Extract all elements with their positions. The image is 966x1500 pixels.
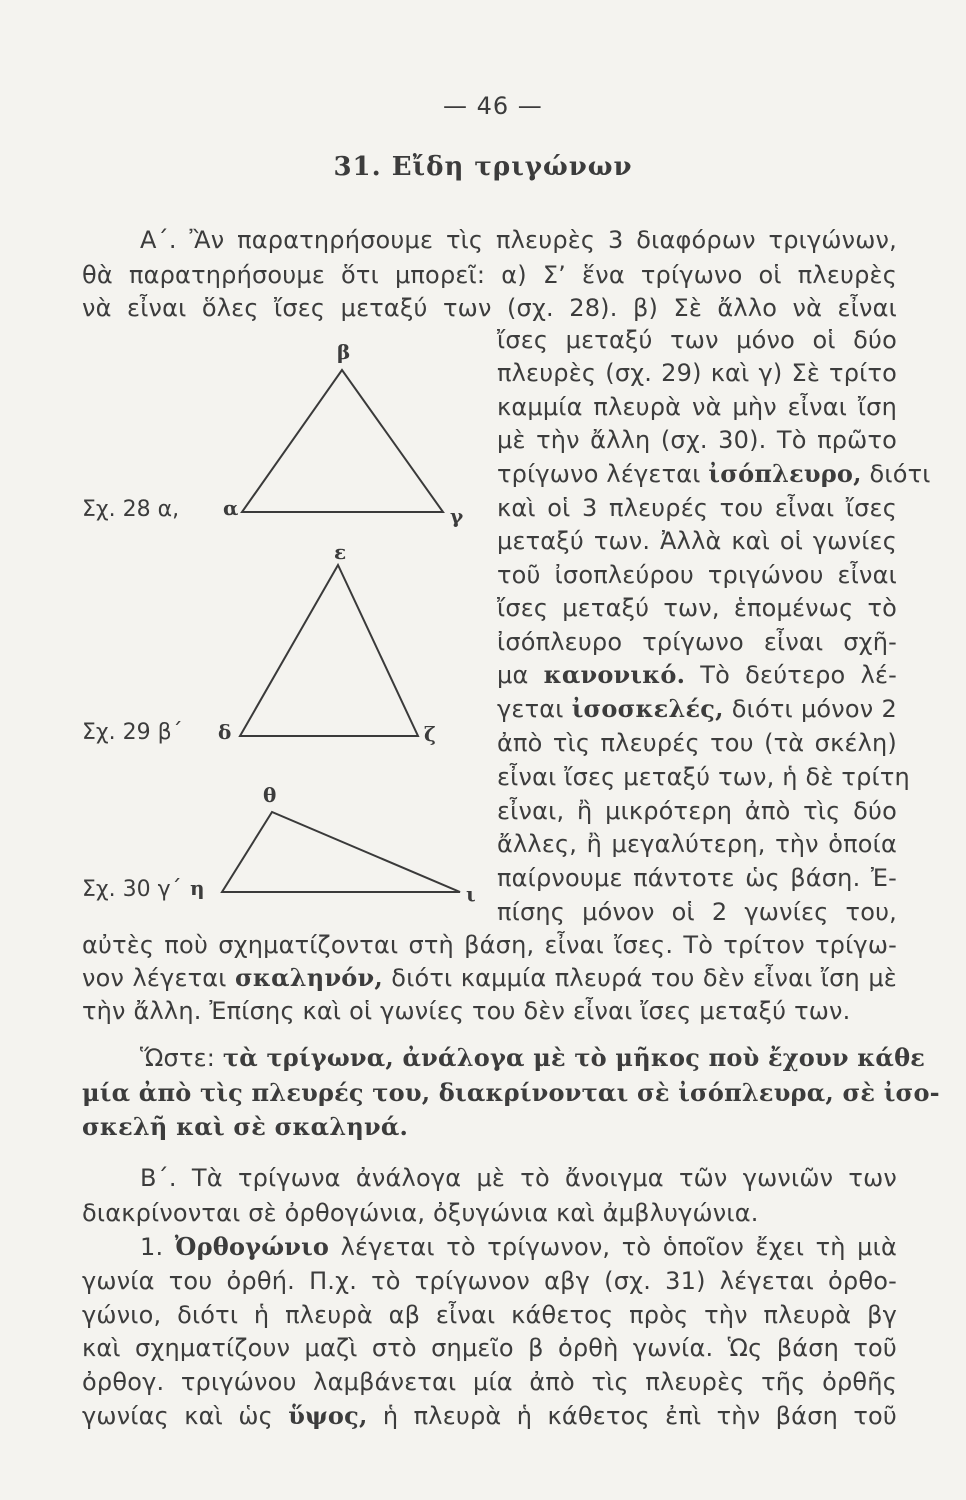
right-col-line-3: καμμία πλευρὰ νὰ μὴν εἶναι ἴση xyxy=(497,393,897,421)
after-figs-line-3: τὴν ἄλλη. Ἐπίσης καὶ οἱ γωνίες του δὲν εἶναι ἴσες μεταξύ των. xyxy=(82,997,851,1025)
vertex-z-label: ζ xyxy=(424,722,436,746)
vertex-h-label: η xyxy=(190,876,205,900)
section-b-line-2: διακρίνονται σὲ ὀρθογώνια, ὀξυγώνια καὶ ἀμβλυγώνια. xyxy=(82,1199,759,1227)
vertex-b-label: β xyxy=(337,340,351,364)
section-a-line-2: θὰ παρατηρήσουμε ὅτι μπορεῖ: α) Σ’ ἕνα τρίγωνο οἱ πλευρὲς xyxy=(82,261,897,289)
right-col-line-17: παίρνουμε πάντοτε ὡς βάση. Ἐ- xyxy=(497,864,897,892)
text-run: λέγεται τὸ τρίγωνον, τὸ ὁποῖον ἔχει τὴ μιὰ xyxy=(329,1233,897,1261)
page-number: — 46 — xyxy=(443,92,543,120)
term-regular: κανονικό. xyxy=(543,660,686,689)
text-run: διότι xyxy=(861,460,931,488)
right-col-line-1: ἴσες μεταξύ των μόνο οἱ δύο xyxy=(497,326,897,354)
equilateral-triangle xyxy=(242,370,443,512)
text-run: Ὥστε: xyxy=(140,1044,223,1072)
vertex-a-label: α xyxy=(223,496,239,520)
text-run: διότι μόνον 2 xyxy=(723,695,897,723)
text-run: τρίγωνο λέγεται xyxy=(497,460,709,488)
isosceles-triangle xyxy=(240,565,418,736)
term-right-triangle: Ὀρθογώνιο xyxy=(174,1232,330,1261)
right-col-line-9: ἴσες μεταξύ των, ἑπομένως τὸ xyxy=(497,594,897,622)
summary-line-2: μία ἀπὸ τὶς πλευρές του, διακρίνονται σὲ ἰσόπλευρα, σὲ ἰσο- xyxy=(82,1078,940,1107)
section-b-line-1: Β΄. Τὰ τρίγωνα ἀνάλογα μὲ τὸ ἄνοιγμα τῶν γωνιῶν των xyxy=(140,1164,897,1192)
right-col-line-8: τοῦ ἰσοπλεύρου τριγώνου εἶναι xyxy=(497,561,897,589)
right-col-line-18: πίσης μόνον οἱ 2 γωνίες του, xyxy=(497,898,897,926)
scalene-triangle xyxy=(222,812,460,892)
text-run: Τὸ δεύτερο λέ- xyxy=(685,661,897,689)
vertex-g-label: γ xyxy=(450,504,464,528)
fig28-caption: Σχ. 28 α, xyxy=(82,497,180,522)
vertex-e-label: ε xyxy=(334,540,347,564)
fig29-caption: Σχ. 29 β΄ xyxy=(82,720,183,745)
section-a-line-1: Α΄. Ἂν παρατηρήσουμε τὶς πλευρὲς 3 διαφόρων τριγώνων, xyxy=(140,226,897,254)
right-col-line-7: μεταξύ των. Ἀλλὰ καὶ οἱ γωνίες xyxy=(497,527,897,555)
vertex-d-label: δ xyxy=(218,720,232,744)
after-figs-line-1: αὐτὲς ποὺ σχηματίζονται στὴ βάση, εἶναι ἴσες. Τὸ τρίτον τρίγω- xyxy=(82,931,897,959)
section-1-line-3: γώνιο, διότι ἡ πλευρὰ αβ εἶναι κάθετος πρὸς τὴν πλευρὰ βγ xyxy=(82,1301,897,1329)
right-col-line-10: ἰσόπλευρο τρίγωνο εἶναι σχῆ- xyxy=(497,628,897,656)
summary-line-3: σκελῆ καὶ σὲ σκαληνά. xyxy=(82,1112,409,1141)
term-height: ὕψος, xyxy=(288,1401,368,1430)
right-col-line-16: ἄλλες, ἢ μεγαλύτερη, τὴν ὁποία xyxy=(497,830,897,858)
right-col-line-15: εἶναι, ἢ μικρότερη ἀπὸ τὶς δύο xyxy=(497,797,897,825)
section-1-line-4: καὶ σχηματίζουν μαζὶ στὸ σημεῖο β ὀρθὴ γωνία. Ὡς βάση τοῦ xyxy=(82,1334,897,1362)
text-run: διότι καμμία πλευρά του δὲν εἶναι ἴση μὲ xyxy=(382,964,897,992)
vertex-th-label: θ xyxy=(263,783,277,807)
summary-bold-run: τὰ τρίγωνα, ἀνάλογα μὲ τὸ μῆκος ποὺ ἔχουν κάθε xyxy=(222,1043,926,1072)
right-col-line-14: εἶναι ἴσες μεταξύ των, ἡ δὲ τρίτη xyxy=(497,763,910,791)
fig30-caption: Σχ. 30 γ΄ xyxy=(82,877,182,902)
section-1-line-5: ὀρθογ. τριγώνου λαμβάνεται μία ἀπὸ τὶς πλευρὲς τῆς ὀρθῆς xyxy=(82,1368,897,1396)
right-col-line-4: μὲ τὴν ἄλλη (σχ. 30). Τὸ πρῶτο xyxy=(497,426,897,454)
text-run: 1. xyxy=(140,1233,175,1261)
text-run: μα xyxy=(497,661,544,689)
right-col-line-2: πλευρὲς (σχ. 29) καὶ γ) Σὲ τρίτο xyxy=(497,359,897,387)
text-run: νον λέγεται xyxy=(82,964,236,992)
text-run: ἡ πλευρὰ ἡ κάθετος ἐπὶ τὴν βάση τοῦ xyxy=(367,1402,897,1430)
term-isosceles: ἰσοσκελές, xyxy=(571,694,724,723)
vertex-i-label: ι xyxy=(466,882,476,906)
text-run: γεται xyxy=(497,695,572,723)
text-run: γωνίας καὶ ὡς xyxy=(82,1402,289,1430)
term-equilateral: ἰσόπλευρο, xyxy=(708,459,862,488)
section-a-line-3: νὰ εἶναι ὅλες ἴσες μεταξύ των (σχ. 28). β) Σὲ ἄλλο νὰ εἶναι xyxy=(82,294,897,322)
term-scalene: σκαληνόν, xyxy=(235,963,383,992)
right-col-line-6: καὶ οἱ 3 πλευρές του εἶναι ἴσες xyxy=(497,494,897,522)
section-1-line-2: γωνία του ὀρθή. Π.χ. τὸ τρίγωνον αβγ (σχ. 31) λέγεται ὀρθο- xyxy=(82,1267,897,1295)
section-heading: 31. Εἴδη τριγώνων xyxy=(333,152,633,182)
right-col-line-13: ἀπὸ τὶς πλευρές του (τὰ σκέλη) xyxy=(497,729,897,757)
